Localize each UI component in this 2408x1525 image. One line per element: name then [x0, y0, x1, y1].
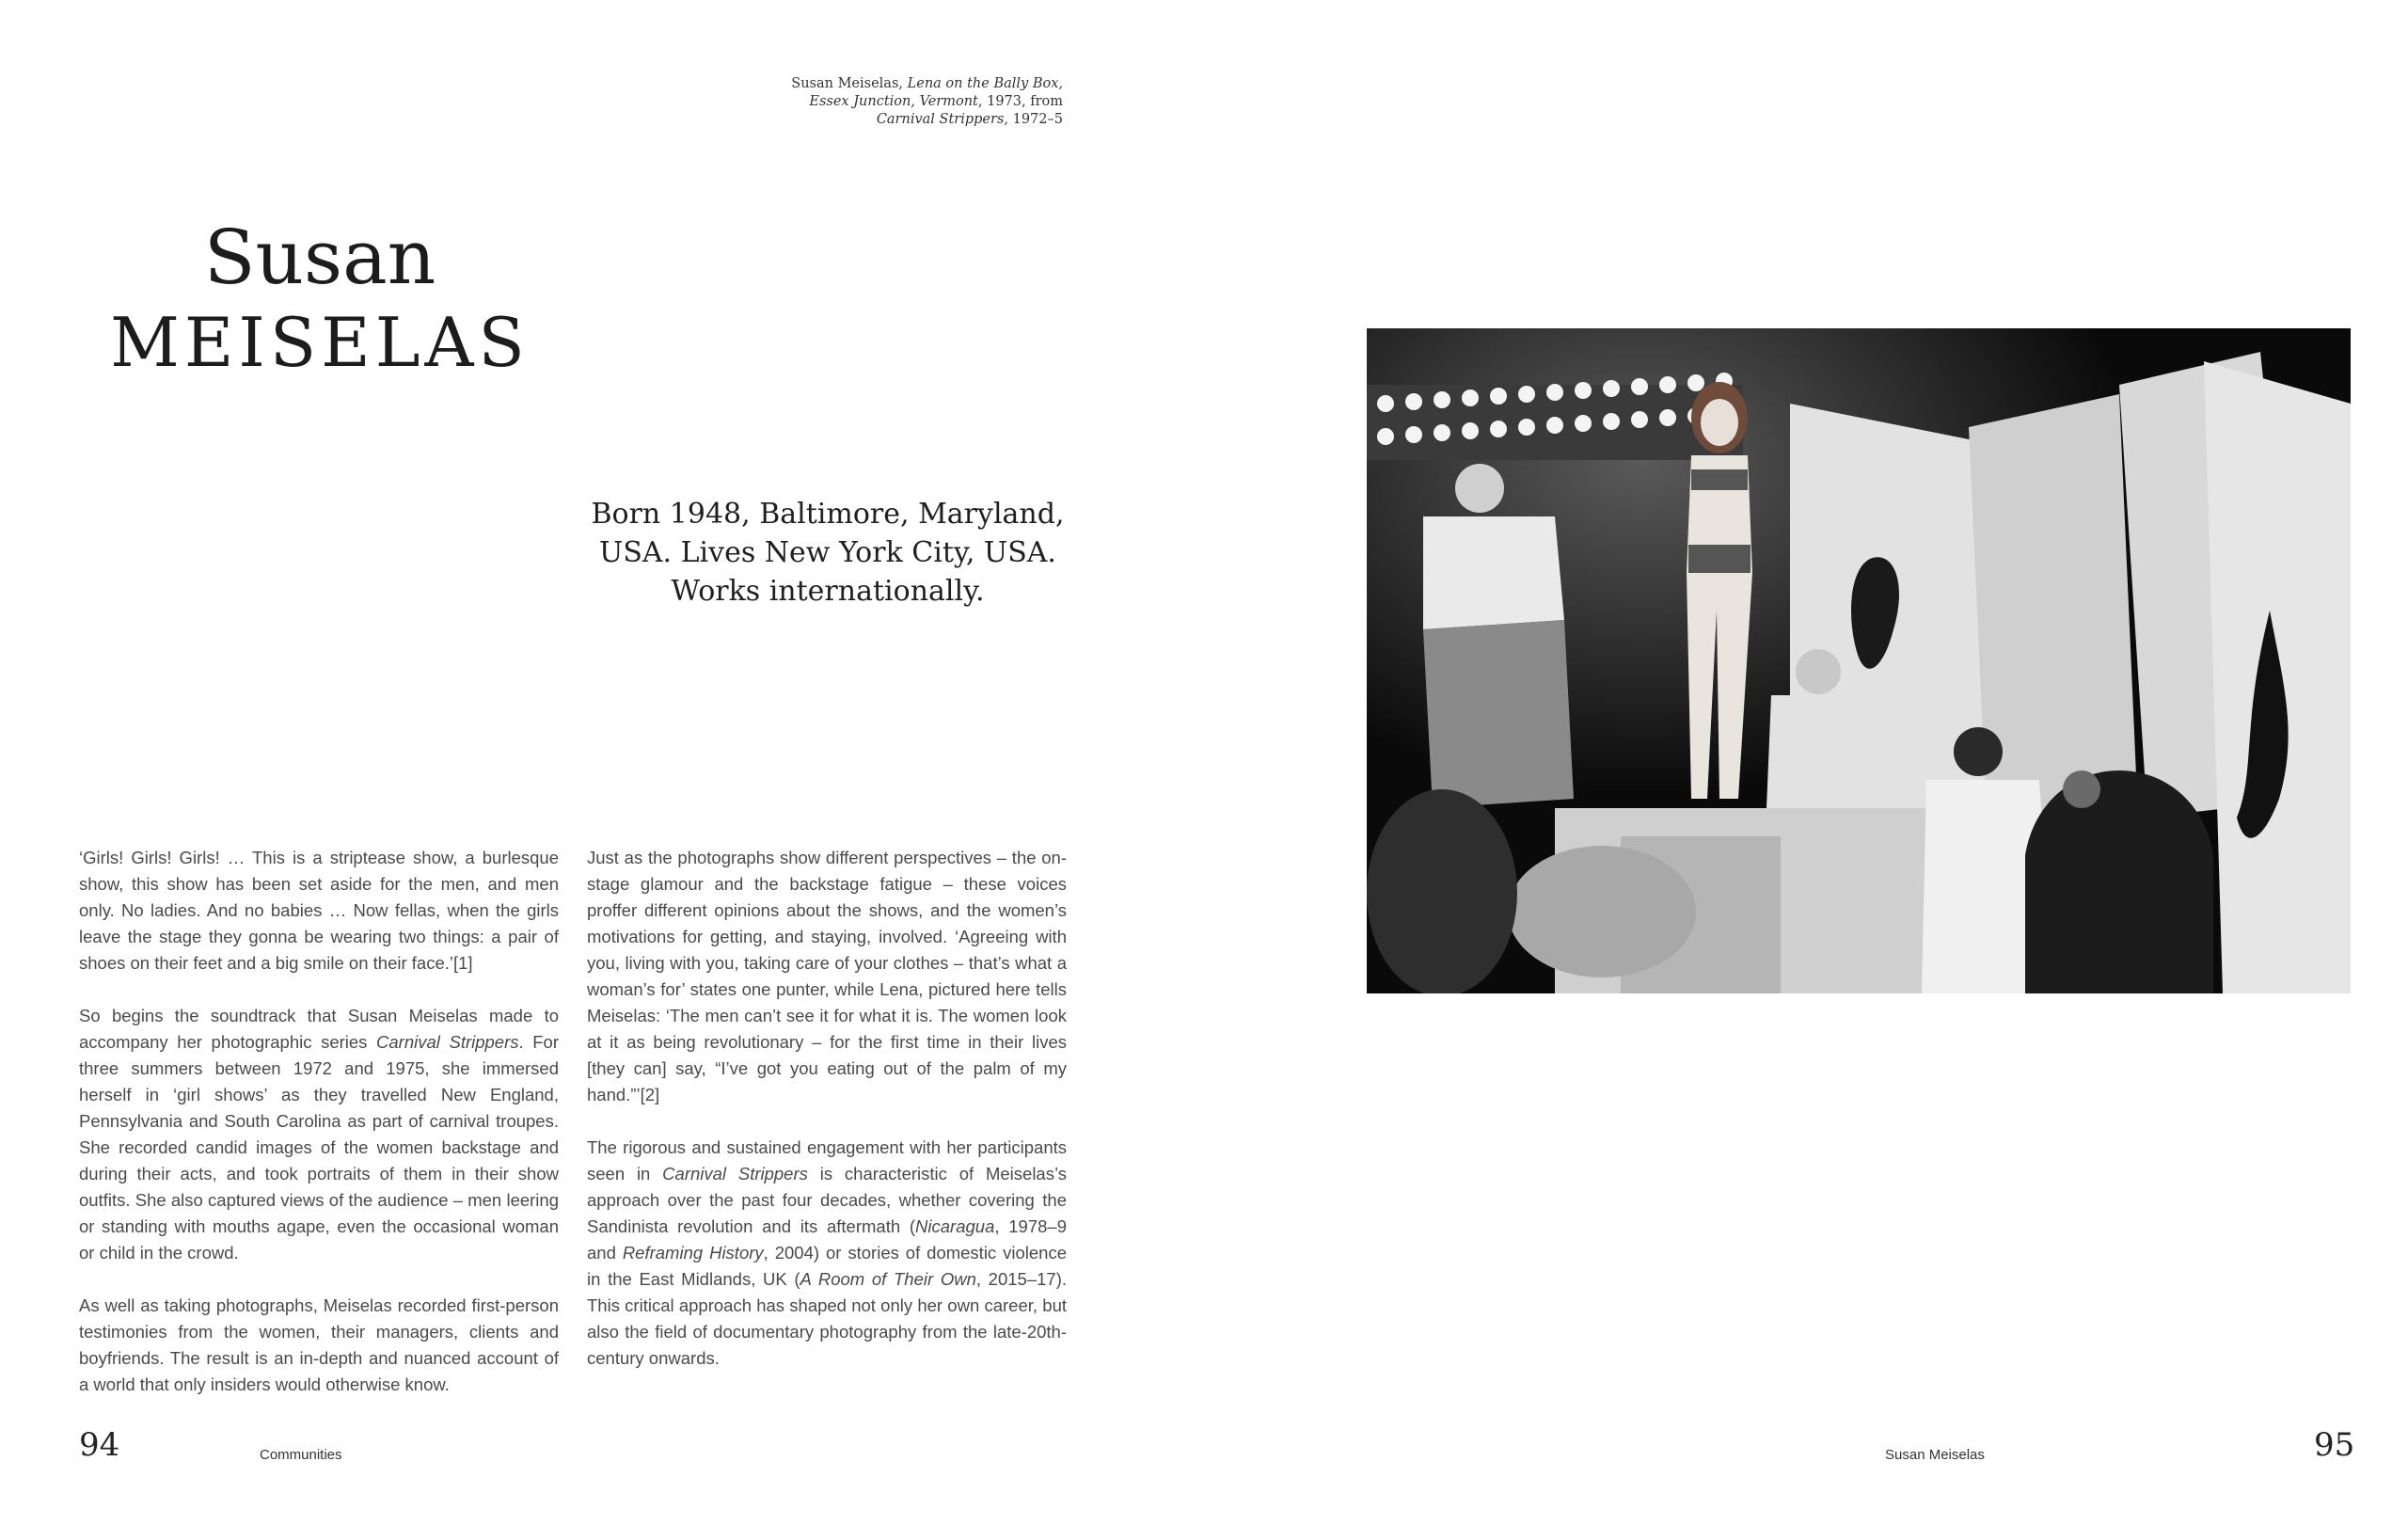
- page-title: [80, 214, 560, 384]
- text-run: , 1978–9 and: [587, 1216, 1067, 1263]
- seated-man-head: [1796, 649, 1841, 694]
- text-run: is characteristic of Meiselas’s approach over the past four decades, whether covering the Sandinista revolution and its aftermath (: [587, 1164, 1067, 1236]
- italic-run: Reframing History: [622, 1243, 764, 1263]
- carnival-photograph: [1367, 328, 2351, 993]
- page-number-left: 94: [79, 1426, 120, 1464]
- paragraph: [587, 1135, 1067, 1372]
- italic-run: Carnival Strippers: [376, 1032, 519, 1052]
- paragraph: ‘Girls! Girls! Girls! … This is a striptease show, a burlesque show, this show has been set aside for the men, and men only. No ladies. And no babies … Now fellas, when the girls leave the stage they gonna be wearing two things: a pair of shoes on their feet and a big smile on their face.’[1]: [79, 848, 559, 973]
- caption-year: , 1973, from: [977, 94, 1063, 109]
- bio-line-2: USA. Lives New York City, USA.: [599, 536, 1056, 569]
- paragraph: [79, 1003, 559, 1266]
- dancer-costume: [1691, 469, 1748, 490]
- spectator-head: [1954, 727, 2003, 776]
- text-run: So begins the soundtrack that Susan Meiselas made to accompany her photographic series: [79, 1006, 559, 1052]
- caption-artist: Susan Meiselas,: [791, 76, 903, 91]
- announcer-shirt: [1423, 516, 1564, 629]
- foreground-hat: [1508, 846, 1696, 977]
- title-last-name: MEISELAS: [110, 303, 530, 382]
- caption-series-years: , 1972–5: [1004, 112, 1063, 127]
- running-head-left: Communities: [260, 1447, 342, 1463]
- dancer-head: [1701, 399, 1738, 446]
- caption-series: Carnival Strippers: [876, 112, 1005, 127]
- body-column-right: [587, 845, 1067, 1398]
- bio-line-3: Works internationally.: [671, 575, 985, 608]
- caption-work-title: Lena on the Bally Box,: [907, 76, 1063, 91]
- seated-man-shirt: [1766, 695, 1889, 808]
- text-run: . For three summers between 1972 and 1975, she immersed herself in ‘girl shows’ as they travelled New England, Pennsylvania and South Carolina as part of carnival troupes. She recorded candid images of the women backstage and during their acts, and took portraits of them in their show outfits. She also captured views of the audience – men leering or standing with mouths agape, even the occasional woman or child in the crowd.: [79, 1032, 559, 1263]
- paragraph: Just as the photographs show different perspectives – the on-stage glamour and the backstage fatigue – these voices proffer different opinions about the shows, and the women’s motivations for getting, and staying, involved. ‘Agreeing with you, living with you, taking care of your clothes – that’s what a woman’s for’ states one punter, while Lena, pictured here tells Meiselas: ‘The men can’t see it for what it is. The women look at it as being revolutionary – for the first time in their lives [they can] say, “I’ve got you eating out of the palm of my hand.”’[2]: [587, 848, 1067, 1104]
- paragraph: As well as taking photographs, Meiselas recorded first-person testimonies from the women, their managers, clients and boyfriends. The result is an in-depth and nuanced account of a world that only insiders would otherwise know.: [79, 1295, 559, 1394]
- body-column-left: [79, 845, 559, 1424]
- text-run: The rigorous and sustained engagement with her participants seen in: [587, 1137, 1067, 1183]
- page-number-right: 95: [2314, 1426, 2355, 1464]
- title-first-name: Susan: [203, 214, 436, 301]
- text-run: , 2004) or stories of domestic violence in the East Midlands, UK (: [587, 1243, 1067, 1289]
- photo-caption: [602, 75, 1063, 129]
- photograph-illustration: [1367, 328, 2351, 993]
- bio-line-1: Born 1948, Baltimore, Maryland,: [591, 498, 1065, 531]
- announcer-head: [1455, 464, 1504, 513]
- foreground-person: [1367, 789, 1517, 993]
- announcer-trousers: [1423, 620, 1574, 808]
- archway: [2025, 770, 2213, 993]
- artist-bio: [583, 495, 1072, 611]
- italic-run: A Room of Their Own: [800, 1269, 976, 1289]
- background-man-head: [2063, 770, 2100, 808]
- dancer-costume: [1688, 545, 1751, 573]
- text-run: , 2015–17). This critical approach has shaped not only her own career, but also the field of documentary photography from the late-20th-century onwards.: [587, 1269, 1067, 1368]
- italic-run: Carnival Strippers: [662, 1164, 808, 1183]
- caption-location: Essex Junction, Vermont: [809, 94, 978, 109]
- running-head-right: Susan Meiselas: [1885, 1447, 1985, 1463]
- italic-run: Nicaragua: [915, 1216, 995, 1236]
